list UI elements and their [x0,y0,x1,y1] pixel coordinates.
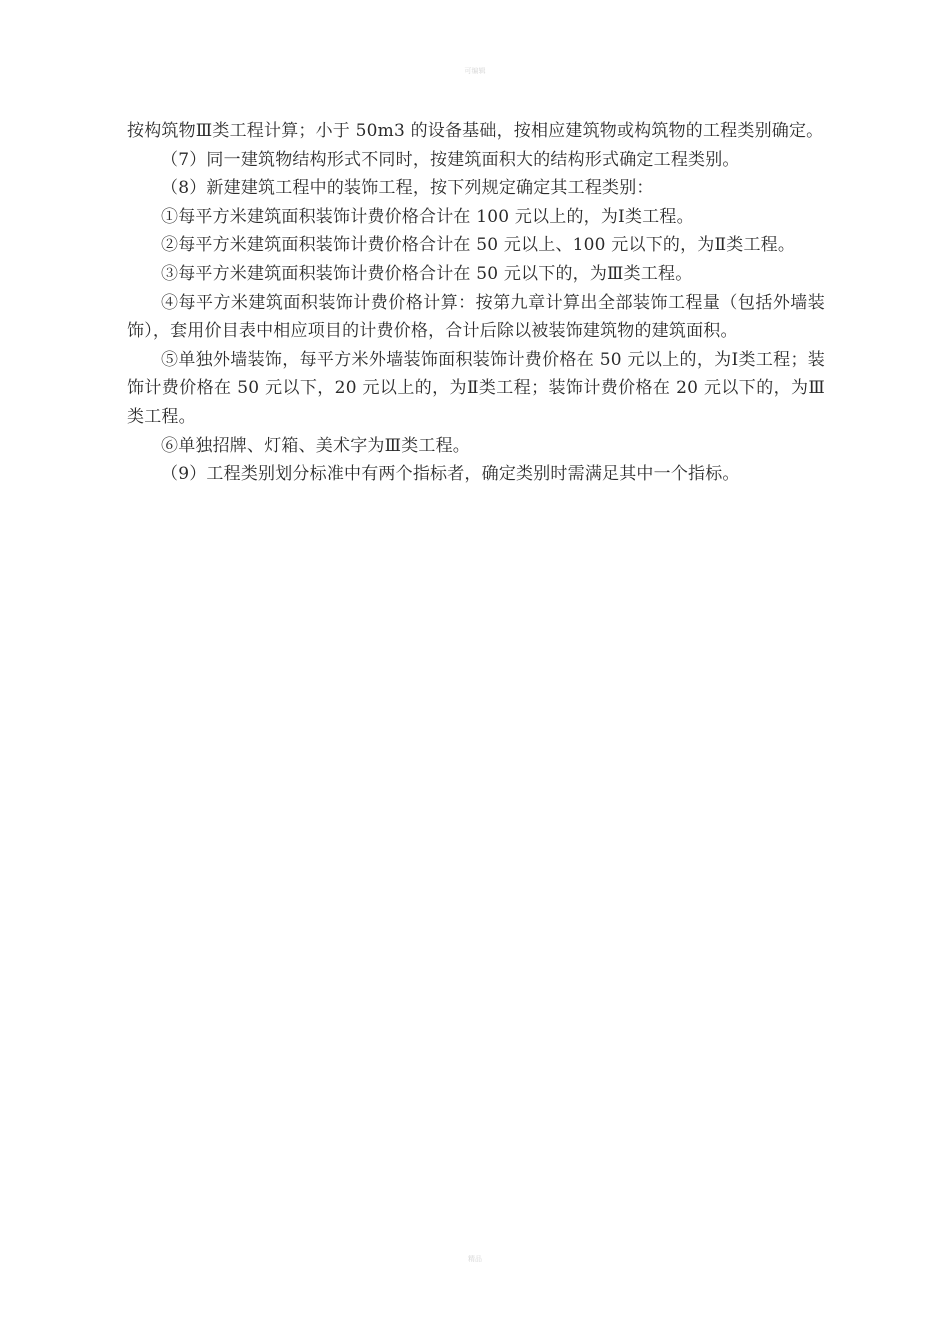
paragraph-sub-3: ③每平方米建筑面积装饰计费价格合计在 50 元以下的，为Ⅲ类工程。 [161,263,693,284]
paragraph-sub-4: ④每平方米建筑面积装饰计费价格计算：按第九章计算出全部装饰工程量（包括外墙装饰），套用价目表中相应项目的计费价格，合计后除以被装饰建筑物的建筑面积。 [127,292,825,342]
paragraph-sub-6: ⑥单独招牌、灯箱、美术字为Ⅲ类工程。 [161,435,470,456]
document-body [127,117,825,489]
paragraph-sub-5: ⑤单独外墙装饰，每平方米外墙装饰面积装饰计费价格在 50 元以上的，为Ⅰ类工程；装饰计费价格在 50 元以下，20 元以上的，为Ⅱ类工程；装饰计费价格在 20 元以下的，为Ⅲ类工程。 [127,349,825,427]
paragraph-continuation: 按构筑物Ⅲ类工程计算；小于 50m3 的设备基础，按相应建筑物或构筑物的工程类别确定。 [127,121,824,141]
header-watermark: 可编辑 [464,67,486,75]
paragraph-sub-1: ①每平方米建筑面积装饰计费价格合计在 100 元以上的，为Ⅰ类工程。 [161,206,694,227]
paragraph-item-8: （8）新建建筑工程中的装饰工程，按下列规定确定其工程类别： [161,178,654,199]
footer-watermark: 精品 [468,1255,482,1263]
paragraph-sub-2: ②每平方米建筑面积装饰计费价格合计在 50 元以上、100 元以下的，为Ⅱ类工程。 [161,235,796,256]
paragraph-item-7: （7）同一建筑物结构形式不同时，按建筑面积大的结构形式确定工程类别。 [161,149,740,170]
paragraph-item-9: （9）工程类别划分标准中有两个指标者，确定类别时需满足其中一个指标。 [161,464,740,485]
